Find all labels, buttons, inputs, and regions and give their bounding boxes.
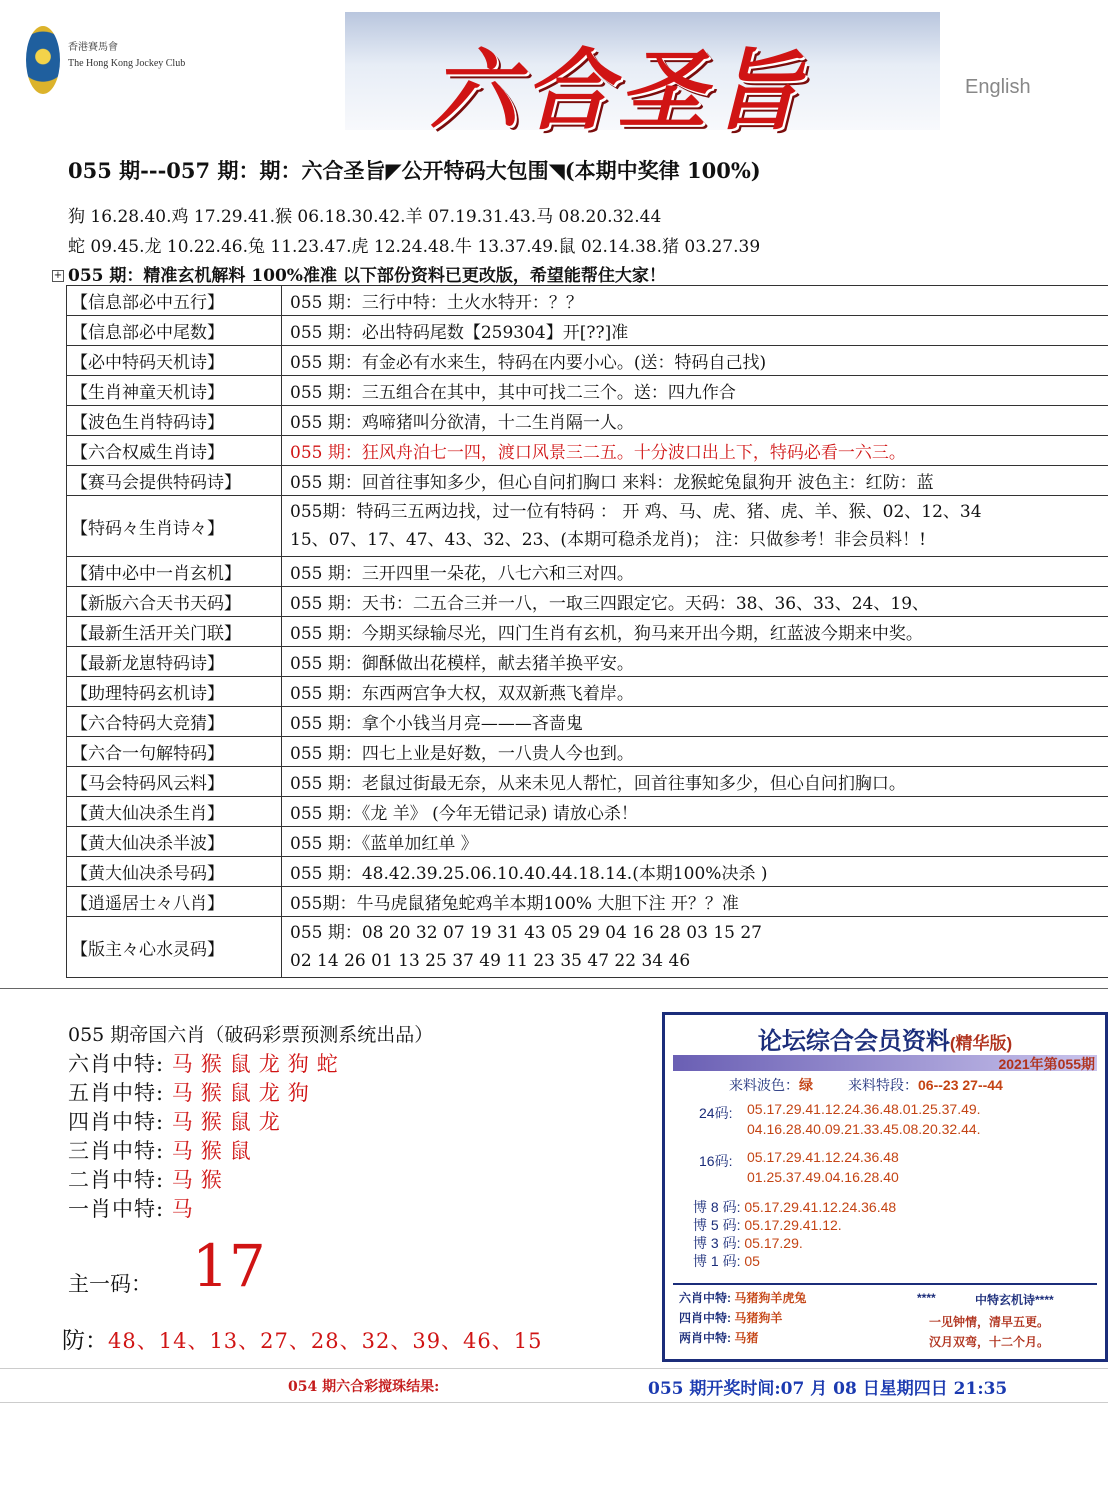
row-label: 【六合一句解特码】	[67, 737, 282, 767]
row-value-line-2: 15、07、17、47、43、32、23、(本期可稳杀龙肖)； 注：只做参考！非会员料！!	[290, 530, 926, 550]
table-row	[67, 557, 1108, 587]
card-24-label: 24码:	[699, 1105, 733, 1121]
draw-time: 055 期开奖时间:07 月 08 日星期四日 21:35	[648, 1379, 1008, 1399]
row-value: 055 期：今期买绿输尽光，四门生肖有玄机，狗马来开出今期，红蓝波今期来中奖。	[282, 617, 1108, 647]
forecast-table	[66, 285, 1108, 978]
table-row	[67, 857, 1108, 887]
row-value-line-1: 055期：特码三五两边找，过一位有特码 ： 开 鸡、马、虎、猪、虎、羊、猴、02、12、34	[290, 502, 982, 522]
fang-row: 防：48、14、13、27、28、32、39、46、15	[62, 1328, 543, 1354]
previous-result: 054 期六合彩搅珠结果:	[288, 1379, 440, 1395]
table-row	[67, 376, 1108, 406]
row-value	[282, 917, 1108, 978]
table-row	[67, 406, 1108, 436]
table-row	[67, 587, 1108, 617]
table-row	[67, 707, 1108, 737]
six-xiao-row: 六肖中特: 马猴鼠龙狗蛇	[68, 1052, 346, 1076]
table-row	[67, 496, 1108, 557]
row-label: 【猜中必中一肖玄机】	[67, 557, 282, 587]
member-info-card	[662, 1012, 1108, 1362]
zodiac-line-2: 蛇 09.45.龙 10.22.46.兔 11.23.47.虎 12.24.48.牛 13.37.49.鼠 02.14.38.猪 03.27.39	[68, 237, 761, 257]
table-row	[67, 346, 1108, 376]
card-divider	[673, 1283, 1097, 1285]
row-value: 055 期：有金必有水来生，特码在内要小心。(送：特码自己找)	[282, 346, 1108, 376]
row-value: 055 期：三开四里一朵花，八七六和三对四。	[282, 557, 1108, 587]
main-number-value: 17	[192, 1232, 266, 1300]
row-value: 055 期：《蓝单加红单 》	[282, 827, 1108, 857]
logo-text	[68, 40, 185, 72]
card-16-line-2: 01.25.37.49.04.16.28.40	[747, 1169, 899, 1185]
table-row	[67, 677, 1108, 707]
row-value: 055 期：御酥做出花模样，献去猪羊换平安。	[282, 647, 1108, 677]
row-label: 【生肖神童天机诗】	[67, 376, 282, 406]
card-six: 六肖中特: 马猪狗羊虎兔	[679, 1291, 807, 1305]
row-value: 055 期：东西两宫争大权，双双新燕飞着岸。	[282, 677, 1108, 707]
card-b5: 博 5 码: 05.17.29.41.12.	[693, 1217, 842, 1233]
row-label: 【六合特码大竞猜】	[67, 707, 282, 737]
one-xiao-row: 一肖中特: 马	[68, 1197, 201, 1221]
row-label: 【黄大仙决杀半波】	[67, 827, 282, 857]
table-row	[67, 436, 1108, 466]
row-value: 055 期：三行中特：土火水特开：？？	[282, 286, 1108, 316]
english-link[interactable]: English	[965, 76, 1031, 98]
table-row	[67, 737, 1108, 767]
table-row	[67, 827, 1108, 857]
two-xiao-row: 二肖中特: 马猴	[68, 1168, 230, 1192]
headline: 055 期---057 期：期：六合圣旨◤公开特码大包围◥(本期中奖律 100%)	[68, 158, 761, 183]
table-row	[67, 917, 1108, 978]
row-value: 055 期：《龙 羊》 (今年无错记录) 请放心杀！	[282, 797, 1108, 827]
logo-name-en: The Hong Kong Jockey Club	[68, 58, 186, 69]
row-label: 【黄大仙决杀号码】	[67, 857, 282, 887]
row-value: 055 期：回首往事知多少，但心自问扪胸口 来料：龙猴蛇兔鼠狗开 波色主：红防：蓝	[282, 466, 1108, 496]
card-two: 两肖中特: 马猪	[679, 1331, 759, 1345]
row-value: 055 期：四七上业是好数，一八贵人今也到。	[282, 737, 1108, 767]
row-label: 【马会特码风云料】	[67, 767, 282, 797]
card-stars: ****	[917, 1291, 936, 1305]
card-24-line-1: 05.17.29.41.12.24.36.48.01.25.37.49.	[747, 1101, 981, 1117]
row-value: 055 期：48.42.39.25.06.10.40.44.18.14.(本期100%决杀 )	[282, 857, 1108, 887]
four-xiao-row: 四肖中特: 马猴鼠龙	[68, 1110, 288, 1134]
row-label: 【最新龙崽特码诗】	[67, 647, 282, 677]
row-label: 【六合权威生肖诗】	[67, 436, 282, 466]
card-16-line-1: 05.17.29.41.12.24.36.48	[747, 1149, 899, 1165]
row-label: 【新版六合天书天码】	[67, 587, 282, 617]
card-b3: 博 3 码: 05.17.29.	[693, 1235, 803, 1251]
row-value: 055 期：三五组合在其中，其中可找二三个。送：四九作合	[282, 376, 1108, 406]
card-poem-title: 中特玄机诗****	[975, 1293, 1054, 1307]
three-xiao-row: 三肖中特: 马猴鼠	[68, 1139, 259, 1163]
row-value: 055 期：鸡啼猪叫分欲清，十二生肖隔一人。	[282, 406, 1108, 436]
row-label: 【助理特码玄机诗】	[67, 677, 282, 707]
card-b1: 博 1 码: 05	[693, 1253, 760, 1269]
row-label: 【版主々心水灵码】	[67, 917, 282, 978]
card-16-label: 16码:	[699, 1153, 733, 1169]
row-label: 【必中特码天机诗】	[67, 346, 282, 376]
section-divider	[0, 988, 1108, 989]
row-label: 【赛马会提供特码诗】	[67, 466, 282, 496]
footer-divider-2	[0, 1402, 1108, 1403]
row-value-line-2: 02 14 26 01 13 25 37 49 11 23 35 47 22 34 46	[290, 951, 691, 971]
table-row	[67, 466, 1108, 496]
table-row	[67, 617, 1108, 647]
row-value: 055 期：老鼠过街最无奈，从来未见人帮忙，回首往事知多少，但心自问扪胸口。	[282, 767, 1108, 797]
card-four: 四肖中特: 马猪狗羊	[679, 1311, 783, 1325]
banner-title: 六合圣旨	[430, 38, 807, 142]
six-xiao-title: 055 期帝国六肖（破码彩票预测系统出品）	[68, 1024, 434, 1046]
row-label: 【信息部必中尾数】	[67, 316, 282, 346]
logo-name-cn: 香港賽馬會	[68, 42, 118, 53]
row-label: 【波色生肖特码诗】	[67, 406, 282, 436]
row-label: 【最新生活开关门联】	[67, 617, 282, 647]
row-label: 【黄大仙决杀生肖】	[67, 797, 282, 827]
row-label: 【信息部必中五行】	[67, 286, 282, 316]
row-value: 055 期：天书：二五合三并一八，一取三四跟定它。天码：38、36、33、24、19、	[282, 587, 1108, 617]
table-row	[67, 887, 1108, 917]
row-value-line-1: 055 期：08 20 32 07 19 31 43 05 29 04 16 28 03 15 27	[290, 923, 762, 943]
row-value: 055期：牛马虎鼠猪兔蛇鸡羊本期100% 大胆下注 开？？准	[282, 887, 1108, 917]
card-poem-line-1: 一见钟情，清早五更。	[929, 1315, 1050, 1329]
row-label: 【逍遥居士々八肖】	[67, 887, 282, 917]
row-label: 【特码々生肖诗々】	[67, 496, 282, 557]
card-b8: 博 8 码: 05.17.29.41.12.24.36.48	[693, 1199, 897, 1215]
five-xiao-row: 五肖中特: 马猴鼠龙狗	[68, 1081, 317, 1105]
card-wave: 来料波色：绿 来料特段：06--23 27--44	[729, 1077, 1003, 1093]
row-value: 055 期：必出特码尾数【259304】开[??]准	[282, 316, 1108, 346]
table-row	[67, 286, 1108, 316]
main-number-label: 主一码：	[68, 1272, 152, 1296]
table-row	[67, 767, 1108, 797]
table-row	[67, 316, 1108, 346]
table-row	[67, 797, 1108, 827]
card-poem-line-2: 汉月双弯，十二个月。	[929, 1335, 1050, 1349]
row-value	[282, 496, 1108, 557]
row-value: 055 期：拿个小钱当月亮———吝啬鬼	[282, 707, 1108, 737]
card-title: 论坛综合会员资料(精华版)	[757, 1028, 1013, 1055]
card-issue: 2021年第055期	[998, 1056, 1095, 1072]
footer-divider	[0, 1368, 1108, 1369]
table-row	[67, 647, 1108, 677]
zodiac-line-1: 狗 16.28.40.鸡 17.29.41.猴 06.18.30.42.羊 07.19.31.43.马 08.20.32.44	[68, 207, 662, 227]
card-24-line-2: 04.16.28.40.09.21.33.45.08.20.32.44.	[747, 1121, 981, 1137]
intro-text: 055 期：精准玄机解料 100%准准 以下部份资料已更改版，希望能帮住大家！	[68, 266, 666, 286]
row-value: 055 期：狂风舟泊七一四，渡口风景三二五。十分波口出上下，特码必看一六三。	[282, 436, 1108, 466]
jockey-club-logo-icon	[26, 26, 60, 94]
table-move-handle-icon[interactable]: +	[53, 270, 63, 281]
